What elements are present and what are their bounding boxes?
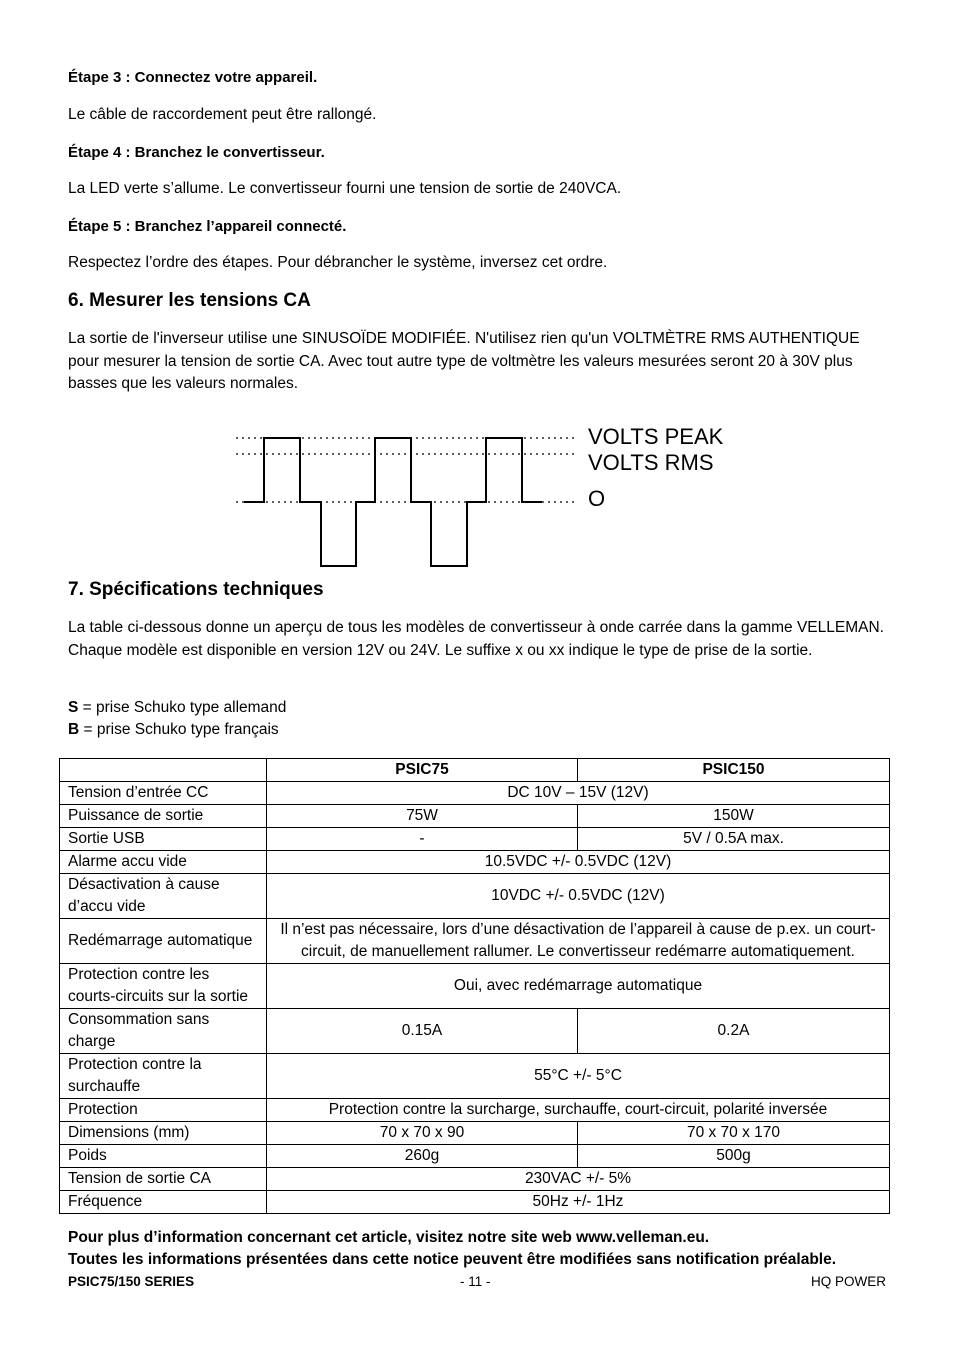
spec-label-cell: Fréquence: [60, 1191, 267, 1214]
table-row: [60, 1009, 890, 1054]
table-header-psic150: PSIC150: [578, 759, 890, 782]
section-6-title: 6. Mesurer les tensions CA: [68, 290, 311, 311]
specifications-table: [59, 758, 890, 1214]
spec-value-psic75-cell: 70 x 70 x 90: [267, 1122, 578, 1145]
table-row: [60, 782, 890, 805]
legend-b-text: = prise Schuko type français: [79, 721, 279, 738]
spec-value-psic75-cell: 0.15A: [267, 1009, 578, 1054]
spec-label-cell: Puissance de sortie: [60, 805, 267, 828]
section-7-text: La table ci-dessous donne un aperçu de tous les modèles de convertisseur à onde carrée dans la gamme VELLEMAN. Chaque modèle est disponible en version 12V ou 24V. Le suffixe x ou xx indique le type de prise de la sortie.: [68, 619, 884, 659]
table-row: [60, 1191, 890, 1214]
spec-label-cell: Sortie USB: [60, 828, 267, 851]
table-row: [60, 964, 890, 1009]
table-row: [60, 1054, 890, 1099]
zero-label: O: [588, 485, 606, 511]
spec-label-cell: Poids: [60, 1145, 267, 1168]
spec-value-merged-cell: Oui, avec redémarrage automatique: [267, 964, 890, 1009]
spec-value-psic150-cell: 500g: [578, 1145, 890, 1168]
step-4-text: La LED verte s’allume. Le convertisseur fourni une tension de sortie de 240VCA.: [68, 180, 622, 197]
spec-value-merged-cell: Il n’est pas nécessaire, lors d’une désactivation de l’appareil à cause de p.ex. un court-circuit, de manuellement rallumer. Le convertisseur redémarre automatiquement.: [267, 919, 890, 964]
step-4-heading: Étape 4 : Branchez le convertisseur.: [68, 144, 325, 161]
table-row: [60, 1145, 890, 1168]
spec-value-merged-cell: 50Hz +/- 1Hz: [267, 1191, 890, 1214]
legend-b: [68, 721, 279, 739]
legend-s: [68, 699, 286, 717]
spec-label-cell: Tension d’entrée CC: [60, 782, 267, 805]
spec-value-psic150-cell: 150W: [578, 805, 890, 828]
step-5-text: Respectez l’ordre des étapes. Pour débrancher le système, inversez cet ordre.: [68, 254, 608, 271]
spec-value-psic75-cell: 75W: [267, 805, 578, 828]
table-row: [60, 828, 890, 851]
table-row: [60, 874, 890, 919]
modified-sine-wave-diagram: [230, 418, 750, 573]
spec-label-cell: Consommation sans charge: [60, 1009, 267, 1054]
footer-page-number: - 11 -: [460, 1274, 491, 1289]
spec-value-psic150-cell: 5V / 0.5A max.: [578, 828, 890, 851]
step-5-heading: Étape 5 : Branchez l’appareil connecté.: [68, 218, 347, 235]
volts-rms-label: VOLTS RMS: [588, 449, 714, 475]
spec-label-cell: Protection contre la surchauffe: [60, 1054, 267, 1099]
volts-peak-label: VOLTS PEAK: [588, 423, 724, 449]
table-row: [60, 805, 890, 828]
spec-label-cell: Protection contre les courts-circuits sur la sortie: [60, 964, 267, 1009]
legend-b-key: B: [68, 721, 80, 738]
spec-label-cell: Alarme accu vide: [60, 851, 267, 874]
spec-value-psic75-cell: -: [267, 828, 578, 851]
table-row: [60, 1122, 890, 1145]
step-3-heading: Étape 3 : Connectez votre appareil.: [68, 69, 318, 86]
table-row: [60, 919, 890, 964]
section-6-text: La sortie de l'inverseur utilise une SINUSOÏDE MODIFIÉE. N'utilisez rien qu'un VOLTMÈTRE RMS AUTHENTIQUE pour mesurer la tension de sortie CA. Avec tout autre type de voltmètre les valeurs mesurées seront 20 à 30V plus basses que les valeurs normales.: [68, 330, 860, 392]
spec-label-cell: Redémarrage automatique: [60, 919, 267, 964]
info-note: Pour plus d’information concernant cet article, visitez notre site web www.velleman.eu.: [68, 1229, 710, 1246]
disclaimer-note: Toutes les informations présentées dans cette notice peuvent être modifiées sans notification préalable.: [68, 1251, 837, 1268]
table-row: [60, 1168, 890, 1191]
spec-value-psic150-cell: 70 x 70 x 170: [578, 1122, 890, 1145]
legend-s-text: = prise Schuko type allemand: [78, 699, 287, 716]
reference-dotted-lines: [236, 438, 575, 502]
spec-label-cell: Tension de sortie CA: [60, 1168, 267, 1191]
spec-value-merged-cell: 230VAC +/- 5%: [267, 1168, 890, 1191]
table-header-cell: [60, 759, 267, 782]
spec-label-cell: Dimensions (mm): [60, 1122, 267, 1145]
footer-series: PSIC75/150 SERIES: [68, 1274, 195, 1289]
spec-value-merged-cell: 10.5VDC +/- 0.5VDC (12V): [267, 851, 890, 874]
spec-label-cell: Désactivation à cause d’accu vide: [60, 874, 267, 919]
table-row: [60, 851, 890, 874]
spec-value-psic150-cell: 0.2A: [578, 1009, 890, 1054]
step-3-text: Le câble de raccordement peut être rallongé.: [68, 106, 377, 123]
table-row: [60, 1099, 890, 1122]
footer-brand: HQ POWER: [810, 1274, 886, 1289]
spec-value-merged-cell: 55°C +/- 5°C: [267, 1054, 890, 1099]
table-header-psic75: PSIC75: [267, 759, 578, 782]
spec-value-merged-cell: Protection contre la surcharge, surchauffe, court-circuit, polarité inversée: [267, 1099, 890, 1122]
spec-value-psic75-cell: 260g: [267, 1145, 578, 1168]
section-7-title: 7. Spécifications techniques: [68, 579, 324, 600]
spec-label-cell: Protection: [60, 1099, 267, 1122]
table-header-row: [60, 759, 890, 782]
legend-s-key: S: [68, 699, 79, 716]
spec-value-merged-cell: DC 10V – 15V (12V): [267, 782, 890, 805]
spec-value-merged-cell: 10VDC +/- 0.5VDC (12V): [267, 874, 890, 919]
